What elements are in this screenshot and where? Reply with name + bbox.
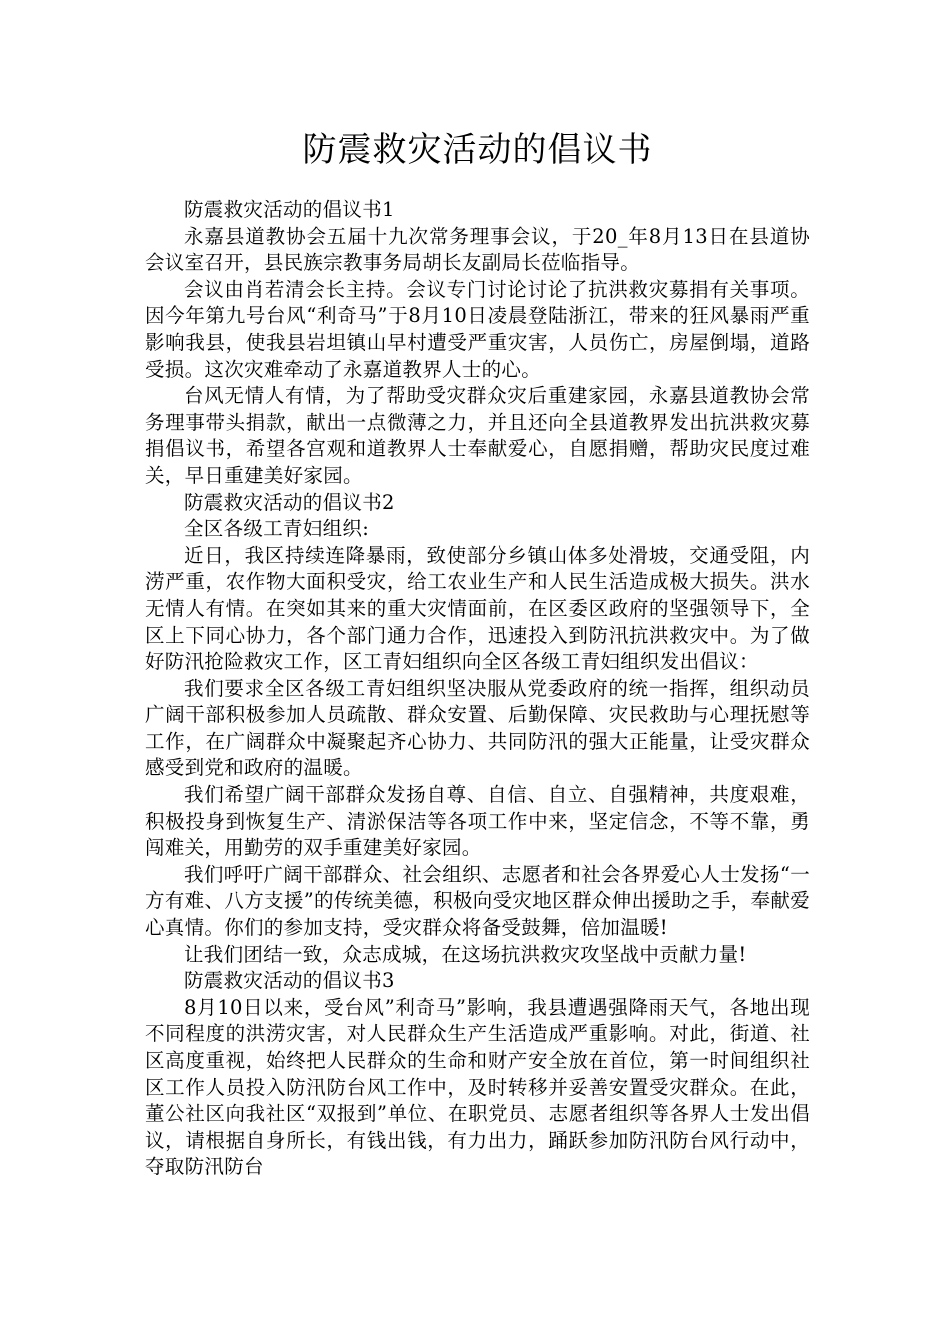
section-heading-1: 防震救灾活动的倡议书1 [184,198,395,221]
document-title: 防震救灾活动的倡议书 [302,130,653,170]
document-page [145,125,810,1181]
section-heading-2: 防震救灾活动的倡议书2 [184,490,395,514]
paragraph: 会议由肖若清会长主持。会议专门讨论讨论了抗洪救灾募捐有关事项。因今年第九号台风“利奇马”于8月10日凌晨登陆浙江，带来的狂风暴雨严重影响我县，使我县岩坦镇山早村遭受严重灾害，人员伤亡，房屋倒塌，道路受损。这次灾难牵动了永嘉道教界人士的心。 [145,277,810,381]
paragraph: 永嘉县道教协会五届十九次常务理事会议，于20_年8月13日在县道协会议室召开，县民族宗教事务局胡长友副局长莅临指导。 [145,224,810,275]
paragraph: 我们要求全区各级工青妇组织坚决服从党委政府的统一指挥，组织动员广阔干部积极参加人员疏散、群众安置、后勤保障、灾民救助与心理抚慰等工作，在广阔群众中凝聚起齐心协力、共同防汛的强大正能量，让受灾群众感受到党和政府的温暖。 [145,676,810,780]
paragraph: 我们希望广阔干部群众发扬自尊、自信、自立、自强精神，共度艰难，积极投身到恢复生产、清淤保洁等各项工作中来，坚定信念，不等不靠，勇闯难关，用勤劳的双手重建美好家园。 [145,783,810,860]
section-heading-3: 防震救灾活动的倡议书3 [184,969,395,993]
paragraph: 台风无情人有情，为了帮助受灾群众灾后重建家园，永嘉县道教协会常务理事带头捐款，献出一点微薄之力，并且还向全县道教界发出抗洪救灾募捐倡议书，希望各宫观和道教界人士奉献爱心，自愿捐赠，帮助灾民度过难关，早日重建美好家园。 [145,384,810,487]
paragraph: 我们呼吁广阔干部群众、社会组织、志愿者和社会各界爱心人士发扬“一方有难、八方支援”的传统美德，积极向受灾地区群众伸出援助之手，奉献爱心真情。你们的参加支持，受灾群众将备受鼓舞，倍加温暖! [145,862,810,940]
paragraph: 8月10日以来，受台风”利奇马”影响，我县遭遇强降雨天气，各地出现不同程度的洪涝灾害，对人民群众生产生活造成严重影响。对此，街道、社区高度重视，始终把人民群众的生命和财产安全放在首位，第一时间组织社区工作人员投入防汛防台风工作中，及时转移并妥善安置受灾群众。在此，董公社区向我社区“双报到”单位、在职党员、志愿者组织等各界人士发出倡议，请根据自身所长，有钱出钱，有力出力，踊跃参加防汛防台风行动中，夺取防汛防台 [145,995,810,1179]
paragraph: 近日，我区持续连降暴雨，致使部分乡镇山体多处滑坡，交通受阻，内涝严重，农作物大面积受灾，给工农业生产和人民生活造成极大损失。洪水无情人有情。在突如其来的重大灾情面前，在区委区政府的坚强领导下，全区上下同心协力，各个部门通力合作，迅速投入到防汛抗洪救灾中。为了做好防汛抢险救灾工作，区工青妇组织向全区各级工青妇组织发出倡议： [145,543,810,674]
paragraph: 让我们团结一致，众志成城，在这场抗洪救灾攻坚战中贡献力量! [184,942,747,966]
salutation: 全区各级工青妇组织: [184,517,370,541]
